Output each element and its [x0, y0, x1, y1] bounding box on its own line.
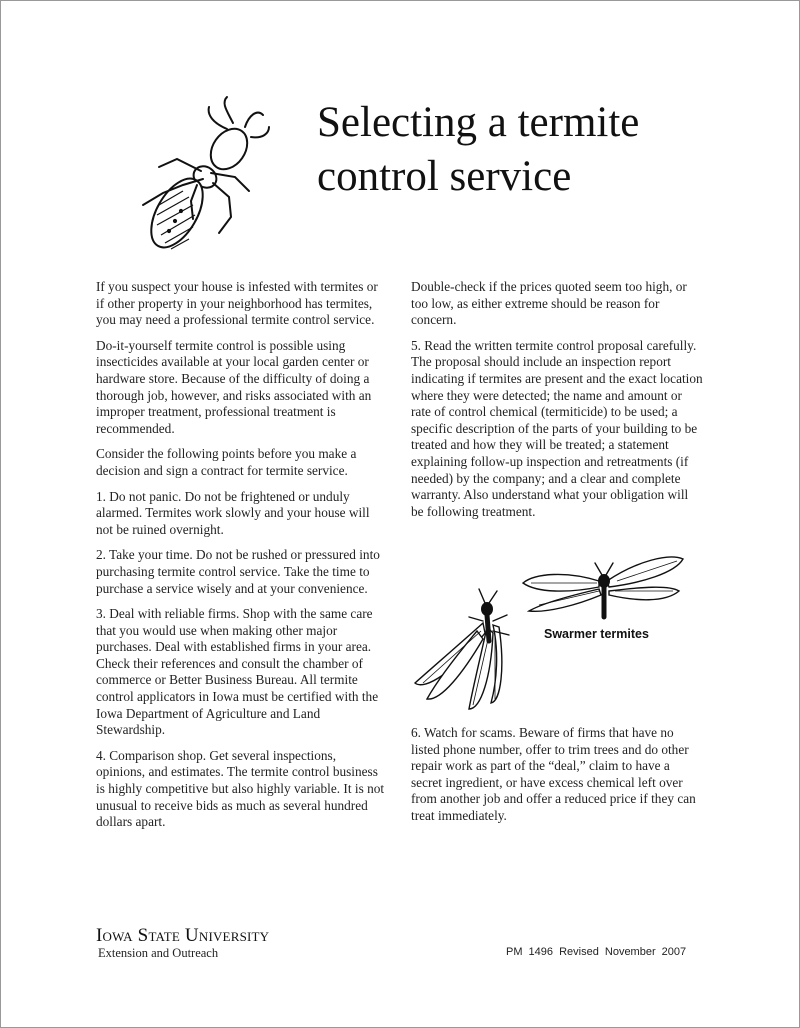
left-column [96, 279, 388, 840]
university-logo-text: Iowa State University [96, 925, 270, 946]
soldier-termite-illustration [123, 93, 273, 265]
list-item: 5. Read the written termite control proposal carefully. The proposal should include an inspection report indicating if termites are present and the exact location where they were detected; the name and amount or rate of control chemical (termiticide) to be used; a specific description of the parts of your building to be treated and how they will be treated; a statement explaining follow-up inspection and retreatments (if needed) by the company; and a clear and complete warranty. Also understand what your obligation will be following treatment. [411, 337, 703, 519]
right-column [411, 279, 703, 529]
list-item: 1. Do not panic. Do not be frightened or unduly alarmed. Termites work slowly and your house will not be ruined overnight. [96, 488, 370, 537]
list-item: 6. Watch for scams. Beware of firms that have no listed phone number, offer to trim trees and do other repair work as part of the “deal,” claim to have a secret ingredient, or have excess chemical left over from another job and offer a reduced price if they can treat immediately. [411, 725, 696, 823]
publication-info: PM 1496 Revised November 2007 [506, 946, 687, 958]
figure-caption: Swarmer termites [544, 627, 649, 641]
university-subtitle: Extension and Outreach [98, 946, 219, 960]
paragraph: Double-check if the prices quoted seem too high, or too low, as either extreme should be reason for concern. [411, 279, 687, 328]
right-column-lower [411, 725, 703, 834]
list-item: 3. Deal with reliable firms. Shop with the same care that you would use when making other major purchases. Deal with established firms in your area. Check their references and consult the chamber of commerce or Better Business Bureau. All termite control applicators in Iowa must be certified with the Iowa Department of Agriculture and Land Stewardship. [96, 606, 379, 738]
list-item: 4. Comparison shop. Get several inspections, opinions, and estimates. The termite control business is highly competitive but also highly variable. It is not unusual to receive bids as much as several hundred dollars apart. [96, 747, 385, 830]
list-item: 2. Take your time. Do not be rushed or pressured into purchasing termite control service. Take the time to purchase a service wisely and at your convenience. [96, 547, 380, 596]
paragraph: If you suspect your house is infested with termites or if other property in your neighborhood has termites, you may need a professional termite control service. [96, 279, 378, 328]
paragraph: Consider the following points before you make a decision and sign a contract for termite service. [96, 446, 357, 478]
paragraph: Do-it-yourself termite control is possible using insecticides available at your local garden center or hardware store. Because of the difficulty of doing a thorough job, however, and risks associated with an improper treatment, professional treatment is recommended. [96, 337, 372, 436]
page-title: Selecting a termite control service [317, 99, 640, 200]
